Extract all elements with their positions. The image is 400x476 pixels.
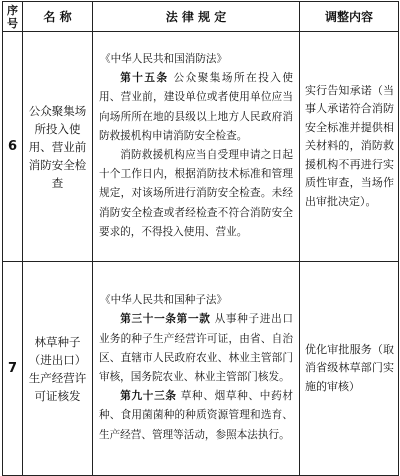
adjustment-content: 优化审批服务（取消省级林草部门实施的审核） [300, 262, 399, 476]
article-label: 第十五条 [120, 72, 169, 85]
row-index: 7 [3, 262, 23, 476]
law-article [99, 310, 293, 387]
law-title: 《中华人民共和国种子法》 [100, 294, 228, 307]
row-index: 6 [3, 32, 23, 262]
law-title: 《中华人民共和国消防法》 [100, 52, 228, 65]
regulation-table [2, 1, 399, 476]
article-text: 从事种子进出口业务的种子生产经营许可证，由省、自治区、直辖市人民政府农业、林业主管部门审核，国务院农业、林业主管部门核发。 [99, 313, 294, 383]
header-row [3, 2, 399, 32]
article-text: 草种、烟草种、中药材种、食用菌菌种的种质资源管理和选育、生产经营、管理等活动，参照本法执行。 [99, 390, 293, 441]
law-article [99, 387, 293, 445]
law-paragraph: 消防救援机构应当自受理申请之日起十个工作日内，根据消防技术标准和管理规定，对该场所进行消防安全检查。未经消防安全检查或者经检查不符合消防安全要求的，不得投入使用、营业。 [99, 149, 293, 238]
header-law: 法 律 规 定 [93, 2, 300, 32]
article-label: 第三十一条第一款 [120, 313, 211, 326]
adjustment-content: 实行告知承诺（当事人承诺符合消防安全标准并提供相关材料的，消防救援机构不再进行实质性审查，当场作出审批决定）。 [300, 32, 399, 262]
law-provision [93, 32, 300, 262]
header-adjustment: 调整内容 [300, 2, 399, 32]
header-name: 名 称 [23, 2, 93, 32]
item-name: 林草种子（进出口）生产经营许可证核发 [23, 262, 93, 476]
article-label: 第九十三条 [120, 390, 177, 403]
table-row [3, 32, 399, 262]
article-text: 公众聚集场所在投入使用、营业前，建设单位或者使用单位应当向场所所在地的县级以上地方人民政府消防救援机构申请消防安全检查。 [99, 72, 294, 142]
law-article [99, 69, 293, 146]
header-index: 序号 [3, 2, 23, 32]
law-provision [93, 262, 300, 476]
table-row [3, 262, 399, 476]
item-name: 公众聚集场所投入使用、营业前消防安全检查 [23, 32, 93, 262]
